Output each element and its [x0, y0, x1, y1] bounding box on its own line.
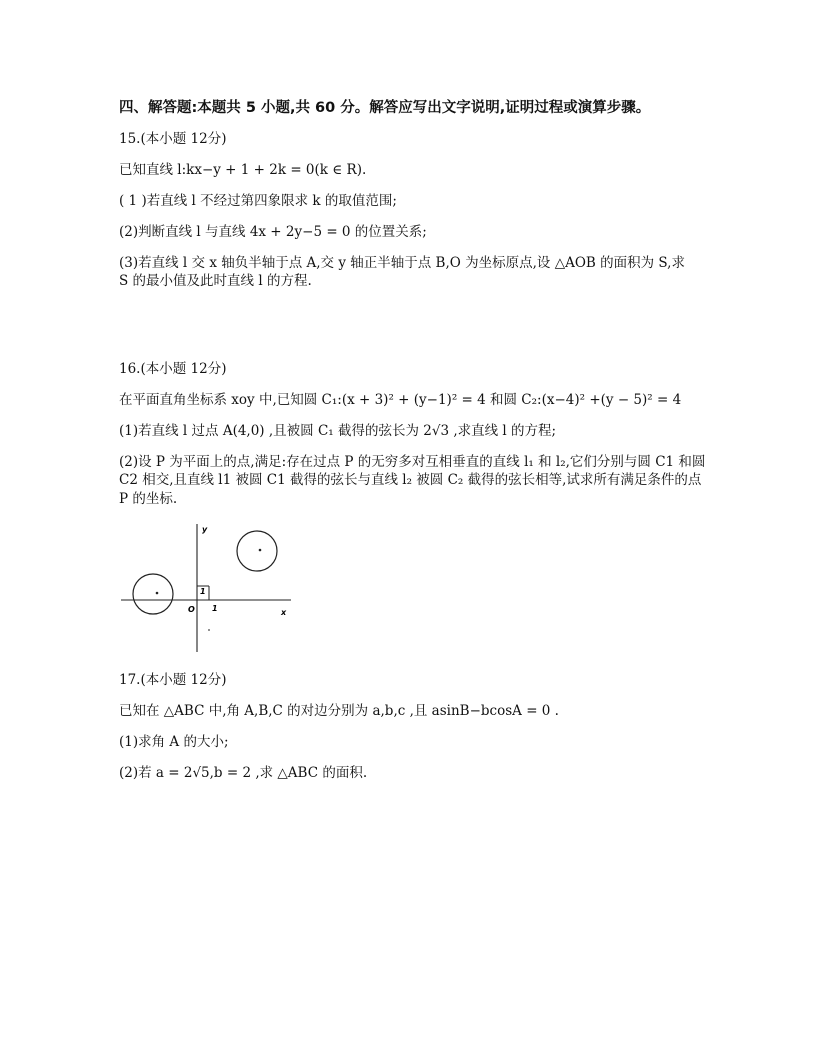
q17-part1: (1)求角 A 的大小;	[119, 734, 229, 750]
q16-part2-line2: C2 相交,且直线 l1 被圆 C1 截得的弦长与直线 l₂ 被圆 C₂ 截得的弦长相等,试求所有满足条件的点	[119, 472, 702, 488]
stray-dot	[208, 629, 210, 631]
q15-part2: (2)判断直线 l 与直线 4x + 2y−5 = 0 的位置关系;	[119, 224, 427, 240]
q15-title: 15.(本小题 12分)	[119, 131, 227, 147]
q16-title: 16.(本小题 12分)	[119, 361, 227, 377]
section-heading: 四、解答题:本题共 5 小题,共 60 分。解答应写出文字说明,证明过程或演算步骤。	[119, 100, 651, 116]
q15-part3-line1: (3)若直线 l 交 x 轴负半轴于点 A,交 y 轴正半轴于点 B,O 为坐标原点,设 △AOB 的面积为 S,求	[119, 255, 685, 271]
q16-part2-line1: (2)设 P 为平面上的点,满足:存在过点 P 的无穷多对互相垂直的直线 l₁ 和 l₂,它们分别与圆 C1 和圆	[119, 454, 706, 470]
circle-c2-center	[259, 549, 262, 552]
q15-stem: 已知直线 l:kx−y + 1 + 2k = 0(k ∈ R).	[119, 162, 367, 178]
q16-part2-line3: P 的坐标.	[119, 491, 178, 507]
q17-part2: (2)若 a = 2√5,b = 2 ,求 △ABC 的面积.	[119, 765, 368, 781]
x-axis-label: x	[281, 608, 287, 617]
q16-stem: 在平面直角坐标系 xoy 中,已知圆 C₁:(x + 3)² + (y−1)² = 4 和圆 C₂:(x−4)² +(y − 5)² = 4	[119, 392, 682, 408]
circle-c1	[133, 574, 173, 614]
q15-part3-line2: S 的最小值及此时直线 l 的方程.	[119, 273, 312, 289]
unit-label-x: 1	[212, 604, 218, 613]
unit-label-y: 1	[200, 587, 206, 596]
q15-part1: ( 1 )若直线 l 不经过第四象限求 k 的取值范围;	[119, 193, 397, 209]
q17-title: 17.(本小题 12分)	[119, 672, 227, 688]
coordinate-figure-svg	[119, 518, 305, 656]
circle-c2	[237, 531, 277, 571]
q16-part1: (1)若直线 l 过点 A(4,0) ,且被圆 C₁ 截得的弦长为 2√3 ,求直线 l 的方程;	[119, 423, 557, 439]
origin-label: O	[188, 605, 195, 614]
circle-c1-center	[156, 592, 159, 595]
q17-stem: 已知在 △ABC 中,角 A,B,C 的对边分别为 a,b,c ,且 asinB−bcosA = 0 .	[119, 703, 559, 719]
coordinate-figure	[119, 518, 305, 656]
y-axis-label: y	[202, 525, 208, 534]
